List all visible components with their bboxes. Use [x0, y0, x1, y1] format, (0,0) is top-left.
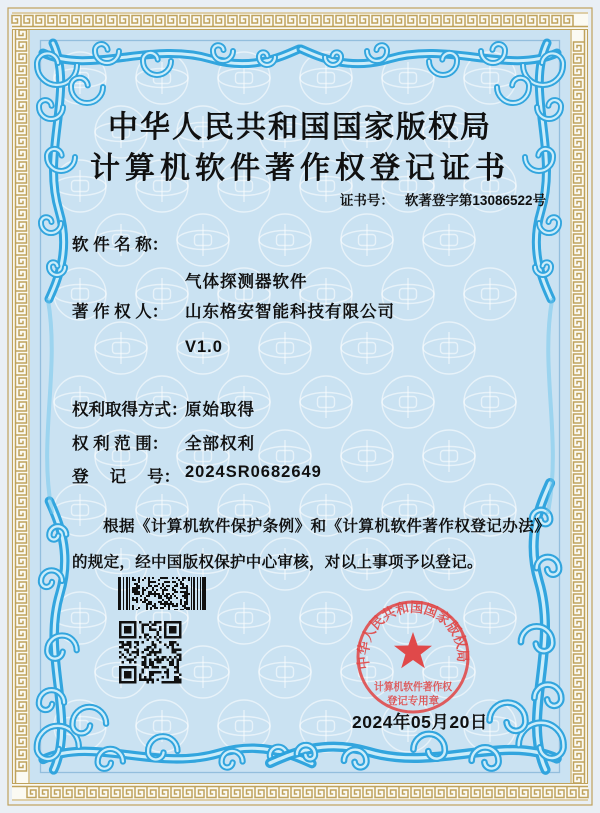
registration-statement: 根据《计算机软件保护条例》和《计算机软件著作权登记办法》的规定，经中国版权保护中心审核，对以上事项予以登记。	[72, 517, 550, 571]
field-rights-scope	[72, 430, 255, 454]
registration-number-label: 登 记 号：	[72, 468, 181, 486]
registration-number-value: 2024SR0682649	[185, 463, 322, 481]
software-version-text: V1.0	[185, 338, 223, 356]
issuer-title: 中华人民共和国国家版权局	[108, 111, 492, 144]
barcode	[118, 577, 206, 615]
certificate-number-label: 证书号：	[339, 193, 394, 208]
certificate-number	[340, 189, 546, 209]
copyright-owner-label: 著 作 权 人：	[72, 303, 169, 321]
certificate-number-value: 软著登字第13086522号	[404, 193, 546, 208]
field-copyright-owner	[72, 298, 395, 322]
field-acquisition-method	[72, 396, 255, 420]
software-name-text: 气体探测器软件	[185, 273, 308, 291]
certificate-title: 计算机软件著作权登记证书	[90, 152, 510, 185]
rights-scope-label: 权 利 范 围：	[72, 435, 169, 453]
issue-date: 2024年05月20日	[352, 712, 488, 732]
software-name-label: 软 件 名 称：	[72, 236, 169, 254]
acquisition-method-label: 权利取得方式：	[72, 401, 188, 419]
field-registration-number	[72, 463, 322, 487]
qr-code	[119, 621, 182, 689]
seal-inner-line2: 登记专用章	[387, 695, 440, 707]
seal-inner-line1: 计算机软件著作权	[374, 681, 458, 693]
seal-ring-text: 中华人民共和国国家版权局	[354, 598, 472, 671]
acquisition-method-value: 原始取得	[185, 401, 255, 419]
copyright-owner-value: 山东格安智能科技有限公司	[185, 303, 395, 321]
red-star-icon	[394, 632, 432, 668]
rights-scope-value: 全部权利	[185, 435, 255, 453]
